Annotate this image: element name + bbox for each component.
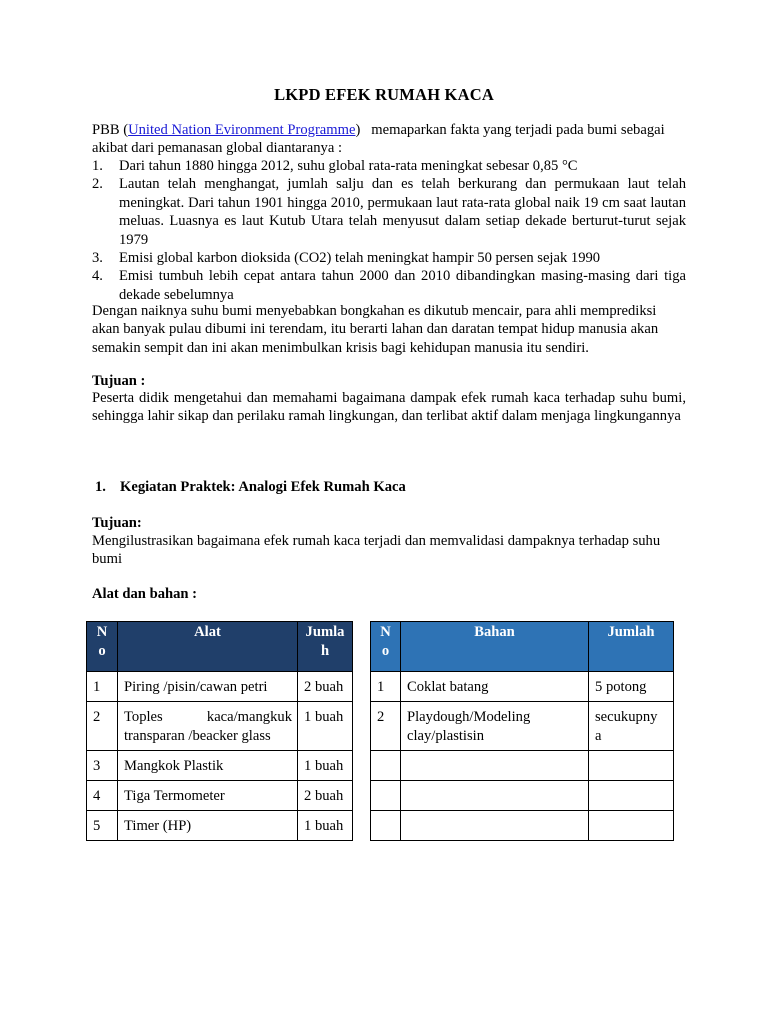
cell-jumlah: 5 potong — [595, 679, 647, 695]
list-number: 4. — [92, 268, 103, 285]
list-item — [92, 267, 686, 304]
cell-no: 1 — [93, 679, 101, 695]
tujuan-2-text: Mengilustrasikan bagaimana efek rumah kaca terjadi dan memvalidasi dampaknya terhadap suhu bumi — [92, 533, 661, 568]
cell-bahan: Coklat batang — [407, 679, 489, 695]
cell-alat: Tiga Termometer — [124, 788, 225, 804]
intro-line-2: akibat dari pemanasan global diantaranya : — [92, 140, 343, 157]
activity-number: 1. — [95, 479, 106, 495]
intro-suffix: ) memaparkan fakta yang terjadi pada bumi sebagai — [355, 122, 665, 138]
activity-title: Kegiatan Praktek: Analogi Efek Rumah Kaca — [120, 479, 406, 495]
cell-alat: Timer (HP) — [124, 818, 192, 834]
cell-no: 3 — [93, 758, 101, 774]
table-row — [87, 811, 353, 841]
table-header-row — [87, 622, 353, 672]
cell-jumlah: 1 buah — [304, 758, 344, 774]
intro-paragraph — [92, 121, 686, 158]
intro-prefix: PBB ( — [92, 122, 129, 138]
cell-alat: Toples kaca/mangkuk transparan /beacker glass — [124, 709, 292, 744]
closing-paragraph: Dengan naiknya suhu bumi menyebabkan bongkahan es dikutub mencair, para ahli memprediksi akan banyak pulau dibumi ini terendam, itu berarti lahan dan daratan tempat hidup manusia akan semakin sempit dan ini akan menimbulkan krisis bagi kehidupan manusia itu sendiri. — [92, 303, 659, 356]
table-row — [371, 811, 674, 841]
cell-no: 1 — [377, 679, 385, 695]
cell-jumlah: 1 buah — [304, 709, 344, 725]
table-row — [371, 751, 674, 781]
cell-bahan: Playdough/Modeling clay/plastisin — [407, 709, 531, 744]
unep-link[interactable]: United Nation Evironment Programme — [128, 122, 356, 138]
list-item — [92, 249, 686, 267]
cell-no: 4 — [93, 788, 101, 804]
header-jumlah: Jumla h — [298, 622, 353, 672]
cell-jumlah: 1 buah — [304, 818, 344, 834]
cell-no: 2 — [377, 709, 385, 725]
tujuan-heading: Tujuan : — [92, 373, 146, 389]
alat-bahan-heading: Alat dan bahan : — [92, 586, 198, 602]
tujuan-text: Peserta didik mengetahui dan memahami bagaimana dampak efek rumah kaca terhadap suhu bumi, sehingga lahir sikap dan perilaku ramah lingkungan, dan terlibat aktif dalam menjaga lingkungannya — [92, 390, 686, 425]
cell-jumlah: 2 buah — [304, 788, 344, 804]
bahan-table — [370, 621, 674, 841]
table-row — [87, 781, 353, 811]
list-number: 1. — [92, 158, 103, 174]
list-text: Emisi global karbon dioksida (CO2) telah meningkat hampir 50 persen sejak 1990 — [119, 250, 601, 267]
header-no: N o — [87, 622, 118, 672]
tujuan-2-heading: Tujuan: — [92, 515, 142, 531]
table-row — [371, 781, 674, 811]
alat-table — [86, 621, 353, 841]
intro-line-1 — [92, 121, 686, 139]
table-row — [87, 702, 353, 751]
header-alat: Alat — [118, 622, 298, 672]
cell-no: 2 — [93, 709, 101, 725]
table-row — [87, 672, 353, 702]
header-no: N o — [371, 622, 401, 672]
header-bahan: Bahan — [401, 622, 589, 672]
list-text: Emisi tumbuh lebih cepat antara tahun 2000 dan 2010 dibandingkan masing-masing dari tiga dekade sebelumnya — [119, 268, 686, 303]
table-header-row — [371, 622, 674, 672]
list-item — [92, 175, 686, 249]
list-number: 2. — [92, 176, 103, 193]
cell-jumlah: 2 buah — [304, 679, 344, 695]
table-row — [371, 702, 674, 751]
facts-list — [92, 157, 686, 304]
header-jumlah: Jumlah — [589, 622, 674, 672]
table-row — [371, 672, 674, 702]
table-row — [87, 751, 353, 781]
list-item — [92, 157, 686, 175]
cell-alat: Piring /pisin/cawan petri — [124, 679, 268, 695]
list-text: Dari tahun 1880 hingga 2012, suhu global rata-rata meningkat sebesar 0,85 °C — [119, 158, 578, 174]
cell-alat: Mangkok Plastik — [124, 758, 224, 774]
list-text: Lautan telah menghangat, jumlah salju dan es telah berkurang dan permukaan laut telah meningkat. Dari tahun 1901 hingga 2010, permukaan laut rata-rata global naik 19 cm saat lautan meluas. Luasnya es laut Kutub Utara telah menyusut dalam setiap dekade berturut-turut sejak 1979 — [119, 176, 686, 248]
cell-no: 5 — [93, 818, 101, 834]
list-number: 3. — [92, 250, 103, 267]
document-title: LKPD EFEK RUMAH KACA — [274, 85, 494, 104]
cell-jumlah: secukupny a — [595, 709, 658, 744]
